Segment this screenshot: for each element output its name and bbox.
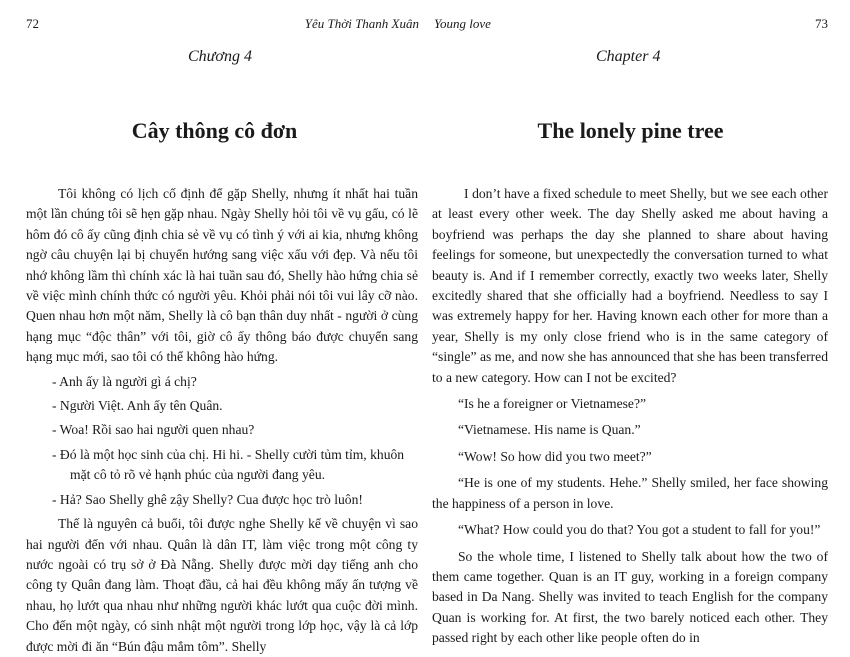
chapter-title: The lonely pine tree xyxy=(537,118,724,143)
dialogue-line: “Is he a foreigner or Vietnamese?” xyxy=(458,396,647,412)
running-head: Young love xyxy=(434,16,491,31)
body-text xyxy=(432,184,828,649)
page-number: 73 xyxy=(815,16,828,31)
body-text xyxy=(26,184,418,657)
right-page xyxy=(425,0,850,646)
paragraph: So the whole time, I listened to Shelly talk about how the two of them came together. Quan is an IT guy, working in a foreign company based in Da Nang. Shelly was invited to teach English for the company Quan is working for. At first, the two barely noticed each other. They passed right by each other like people often do in xyxy=(432,548,828,646)
dialogue-line: - Hả? Sao Shelly ghê zậy Shelly? Cua được học trò luôn! xyxy=(52,491,363,507)
paragraph: Thế là nguyên cả buổi, tôi được nghe Shelly kể về chuyện vì sao hai người đến với nhau. Quân là dân IT, làm việc trong một công ty nước ngoài có trụ sở ở Đà Nẵng. Shelly được mời dạy tiếng anh cho công ty Quân đang làm. Thoạt đầu, cả hai đều không mấy ấn tượng về nhau, họ lướt qua nhau như những người khác lướt qua cuộc đời mình. Cho đến một ngày, có sinh nhật một người trong lớp học, vậy là cả lớp được mời đi ăn “Bún đậu mắm tôm”. Shelly xyxy=(26,516,418,654)
dialogue-line: - Woa! Rồi sao hai người quen nhau? xyxy=(52,422,255,438)
chapter-label: Chương 4 xyxy=(188,48,252,65)
paragraph: I don’t have a fixed schedule to meet Shelly, but we see each other at least every other week. The day Shelly asked me about having a boyfriend was perhaps the day she planned to share about having feelings for someone, but unexpectedly the conversation turned to what beauty is. And if I remember correctly, exactly two weeks later, Shelly excitedly shared that she officially had a boyfriend. Needless to say I was extremely happy for her. Having known each other for more than a year, Shelly is my only close friend who is in the same category of “single” as me, and now she has announced that she has been transferred to a new category. How can I not be excited? xyxy=(432,186,828,385)
dialogue-line: “He is one of my students. Hehe.” Shelly smiled, her face showing the happiness of a person in love. xyxy=(432,475,828,511)
dialogue-line: - Người Việt. Anh ấy tên Quân. xyxy=(52,398,223,414)
dialogue-line: “Vietnamese. His name is Quan.” xyxy=(458,422,641,438)
chapter-title: Cây thông cô đơn xyxy=(131,118,298,143)
dialogue-line: - Anh ấy là người gì á chị? xyxy=(52,373,197,389)
dialogue-line: “What? How could you do that? You got a student to fall for you!” xyxy=(458,522,821,538)
left-page xyxy=(0,0,425,654)
dialogue-line: “Wow! So how did you two meet?” xyxy=(458,448,652,464)
running-head: Yêu Thời Thanh Xuân xyxy=(304,16,419,31)
dialogue-line: - Đó là một học sinh của chị. Hi hi. - Shelly cười tủm tỉm, khuôn mặt cô tỏ rõ vẻ hạnh phúc của người đang yêu. xyxy=(52,446,405,483)
chapter-label: Chapter 4 xyxy=(596,48,661,65)
page-number: 72 xyxy=(26,16,39,31)
paragraph: Tôi không có lịch cố định để gặp Shelly, nhưng ít nhất hai tuần một lần chúng tôi sẽ hẹn gặp nhau. Ngày Shelly hỏi tôi về vụ gấu, có lẽ hôm đó cô ấy cũng định chia sẻ về vụ có tình ý với ai kia, nhưng không ngờ câu chuyện lại bị chuyển hướng sang việc xấu với đẹp. Và nếu tôi nhớ không lầm thì chính xác là hai tuần sau đó, Shelly hào hứng chia sẻ về việc mình chính thức có người yêu. Khỏi phải nói tôi vui lây cỡ nào. Quen nhau hơn một năm, Shelly là cô bạn thân duy nhất - người ở cùng hạng mục “độc thân” với tôi, giờ cô ấy thông báo được chuyển sang hạng mục mới, sao tôi có thể không hào hứng. xyxy=(26,186,418,365)
